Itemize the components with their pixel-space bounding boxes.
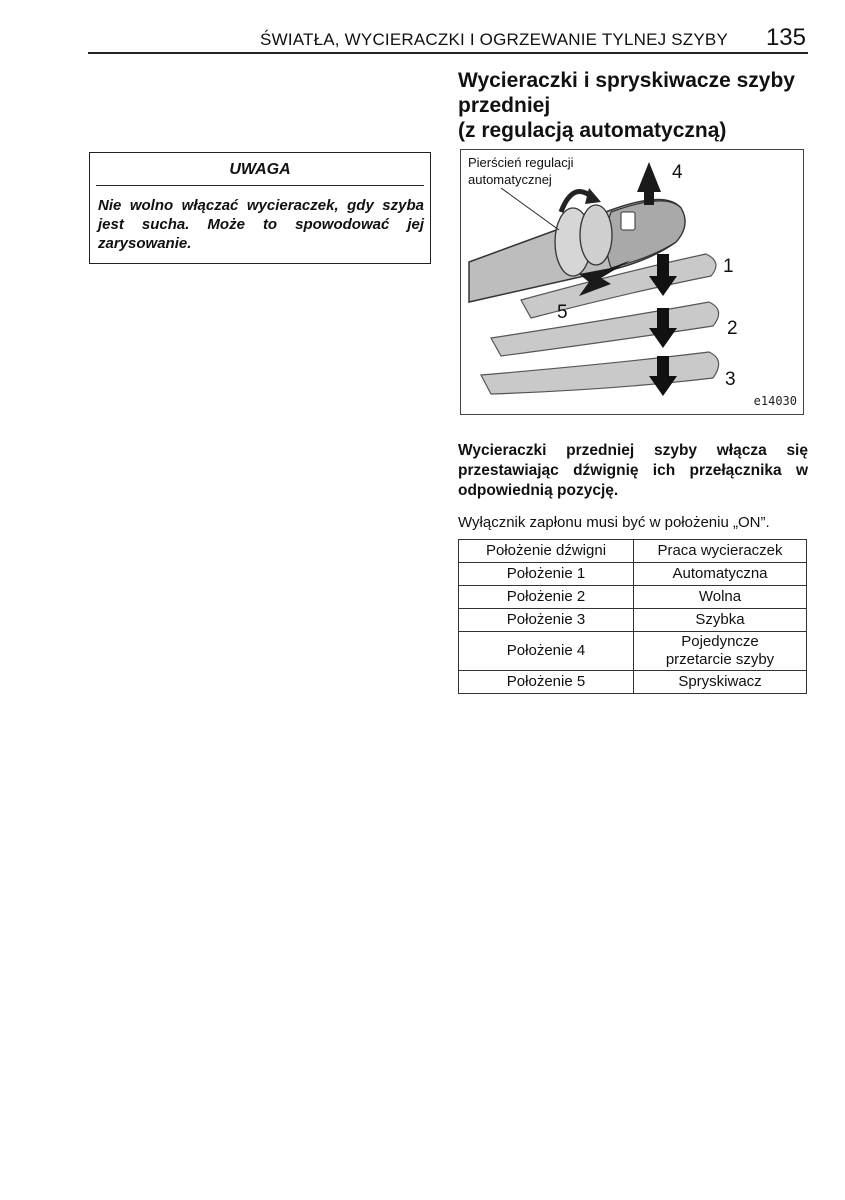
auto-ring-label-line2: automatycznej (468, 172, 552, 187)
position-1-marker: 1 (723, 256, 734, 277)
table-cell-line1: Pojedyncze (681, 633, 759, 650)
page-header (88, 24, 808, 54)
table-cell: Położenie 3 (459, 609, 634, 632)
table-cell: Położenie 2 (459, 586, 634, 609)
warning-title: UWAGA (229, 161, 291, 178)
ignition-note: Wyłącznik zapłonu musi być w położeniu „ON”. (458, 514, 770, 531)
section-title-line1: Wycieraczki i spryskiwacze szyby (458, 69, 795, 92)
table-header-row (459, 540, 807, 563)
table-row (459, 563, 807, 586)
table-cell: Wolna (634, 586, 807, 609)
wiper-lever-illustration (461, 150, 804, 415)
table-cell: Spryskiwacz (634, 671, 807, 694)
table-cell: Położenie 4 (459, 632, 634, 671)
position-3-marker: 3 (725, 369, 736, 390)
table-cell: Położenie 5 (459, 671, 634, 694)
table-cell: Szybka (634, 609, 807, 632)
column-header-position: Położenie dźwigni (459, 540, 634, 563)
warning-text: Nie wolno włączać wycieraczek, gdy szyba jest sucha. Może to spowodować jej zarysowanie. (98, 197, 424, 252)
auto-ring-label (468, 154, 578, 188)
page-number: 135 (765, 24, 806, 51)
lever-position-table (458, 539, 807, 694)
position-5-marker: 5 (557, 302, 568, 323)
lead-paragraph: Wycieraczki przedniej szyby włącza się przestawiając dźwignię ich przełącznika w odpowiednią pozycję. (458, 442, 808, 499)
position-4-marker: 4 (672, 162, 683, 183)
auto-ring-label-line1: Pierścień regulacji (468, 155, 574, 170)
section-title-line3: (z regulacją automatyczną) (458, 119, 727, 142)
section-title-line2: przedniej (458, 94, 551, 117)
table-cell: Automatyczna (634, 563, 807, 586)
warning-box (89, 152, 431, 264)
section-title (458, 68, 818, 143)
table-row (459, 586, 807, 609)
table-cell-multiline (634, 632, 807, 671)
table-row (459, 671, 807, 694)
figure-code: e14030 (753, 394, 797, 408)
wiper-lever-figure (460, 149, 804, 415)
table-row (459, 632, 807, 671)
table-cell-line2: przetarcie szyby (665, 651, 775, 668)
position-2-marker: 2 (727, 318, 738, 339)
table-row (459, 609, 807, 632)
chapter-title: ŚWIATŁA, WYCIERACZKI I OGRZEWANIE TYLNEJ SZYBY (260, 30, 728, 49)
table-cell: Położenie 1 (459, 563, 634, 586)
column-header-operation: Praca wycieraczek (634, 540, 807, 563)
